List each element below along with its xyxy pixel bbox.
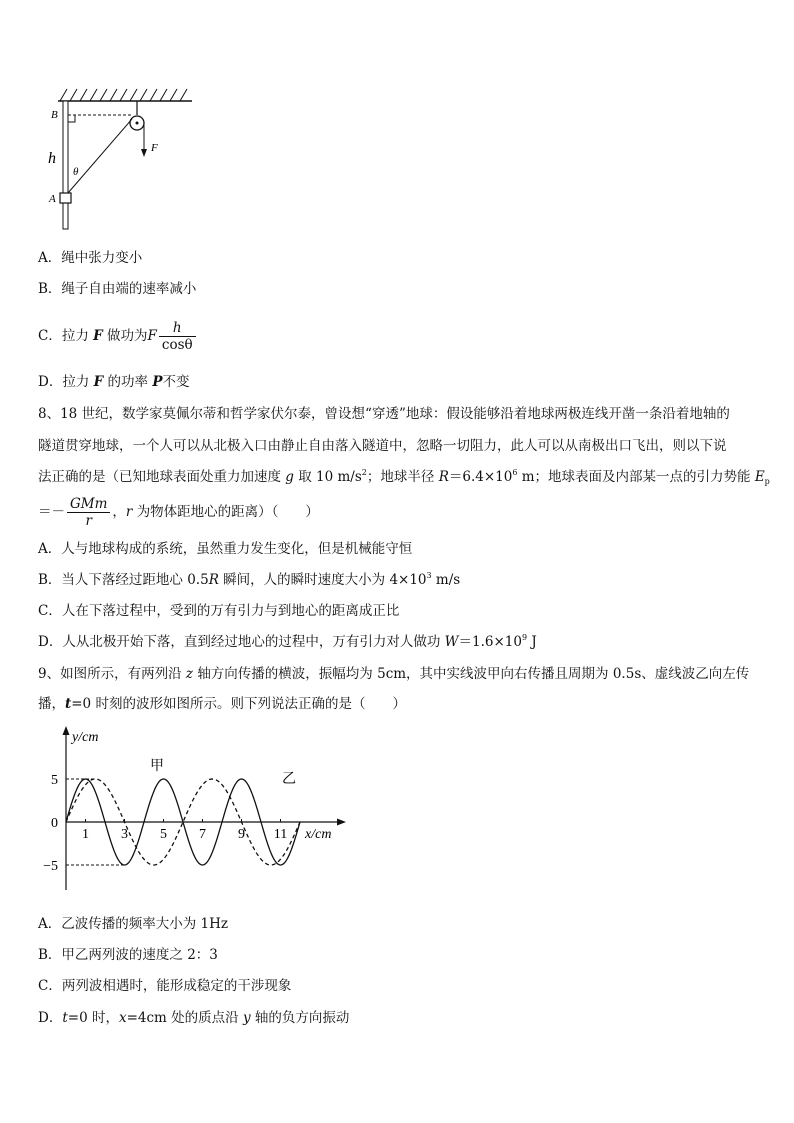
x-tick-label: 3 — [121, 827, 128, 842]
x-tick-label: 5 — [160, 827, 167, 842]
q8-option-a: A．人与地球构成的系统，虽然重力发生变化，但是机械能守恒 — [38, 541, 413, 557]
fraction-gmm-over-r: $\frac{\text{GMm}}{r}$ — [67, 496, 110, 529]
x-axis-arrow — [337, 819, 346, 826]
vertical-rod — [63, 101, 68, 229]
label-a: A — [49, 193, 56, 205]
pulley-axle — [136, 122, 139, 125]
y-tick-label: 5 — [51, 773, 58, 788]
q9-option-c: C．两列波相遇时，能形成稳定的干涉现象 — [38, 978, 292, 994]
rope — [68, 119, 132, 193]
q8-stem-line2: 隧道贯穿地球，一个人可以从北极入口由静止自由落入隧道中，忽略一切阻力，此人可以从南极出口飞出，则以下说 — [38, 438, 727, 454]
label-b: B — [51, 109, 58, 121]
q7-option-d: D．拉力 F 的功率 P不变 — [38, 374, 190, 390]
label-theta: θ — [73, 166, 79, 178]
q8-option-d: D．人从北极开始下落，直到经过地心的过程中，万有引力对人做功 $W=1.6\times 10^9$ J — [38, 633, 537, 650]
q8-option-b: B．当人下落经过距地心 0.5R 瞬间，人的瞬时速度大小为 $4\times 10^3$ m/s — [38, 571, 461, 588]
q9-stem-line1: 9、如图所示，有两列沿 z 轴方向传播的横波，振幅均为 5cm，其中实线波甲向右传播且周期为 0.5s、虚线波乙向左传 — [38, 666, 750, 682]
right-angle-mark — [68, 115, 75, 122]
label-f: F — [151, 142, 158, 154]
x-axis-label: x/cm — [305, 827, 332, 842]
q8-stem-line1: 8、18 世纪，数学家莫佩尔蒂和哲学家伏尔泰，曾设想“穿透”地球：假设能够沿着地球两极连线开凿一条沿着地轴的 — [38, 406, 730, 422]
series-label-yi: 乙 — [282, 772, 296, 787]
q9-option-b: B．甲乙两列波的速度之 2：3 — [38, 947, 218, 963]
y-axis-arrow — [63, 726, 70, 735]
force-arrow-head — [141, 149, 147, 157]
pulley-diagram — [40, 85, 210, 235]
wave-chart — [30, 722, 360, 897]
series-label-jia: 甲 — [150, 759, 164, 774]
q8-option-c: C．人在下落过程中，受到的万有引力与到地心的距离成正比 — [38, 603, 400, 619]
q7-option-c: C．拉力 F 做功为F $\frac{h}{\cos\theta}$ — [38, 320, 198, 353]
y-tick-label: −5 — [43, 859, 58, 874]
label-h: h — [48, 150, 56, 167]
x-tick-label: 11 — [273, 827, 288, 842]
q7-option-b: B．绳子自由端的速率减小 — [38, 281, 197, 297]
q9-option-a: A．乙波传播的频率大小为 1Hz — [38, 916, 229, 932]
x-tick-label: 9 — [238, 827, 245, 842]
ceiling-hatch — [60, 89, 187, 101]
y-tick-label: 0 — [51, 816, 58, 831]
q7-option-a: A．绳中张力变小 — [38, 250, 143, 266]
y-axis-label: y/cm — [72, 730, 99, 745]
q9-option-d: D．t=0 时，x=4cm 处的质点沿 y 轴的负方向振动 — [38, 1010, 350, 1026]
q8-stem-line3: 法正确的是（已知地球表面处重力加速度 g 取 10 $m/s^2$；地球半径 $R=6.4\times 10^6$ m；地球表面及内部某一点的引力势能 $E_p$ — [38, 468, 770, 486]
fraction-h-over-cos: $\frac{h}{\cos\theta}$ — [159, 320, 196, 353]
slider-block — [60, 193, 71, 203]
x-tick-label: 7 — [199, 827, 206, 842]
q9-stem-line2: 播，t=0 时刻的波形如图所示。则下列说法正确的是（ ） — [38, 696, 406, 712]
x-tick-label: 1 — [82, 827, 89, 842]
q8-stem-line4: ＝－ $\frac{\text{GMm}}{r}$ ，r 为物体距地心的距离）（ ） — [38, 496, 319, 529]
